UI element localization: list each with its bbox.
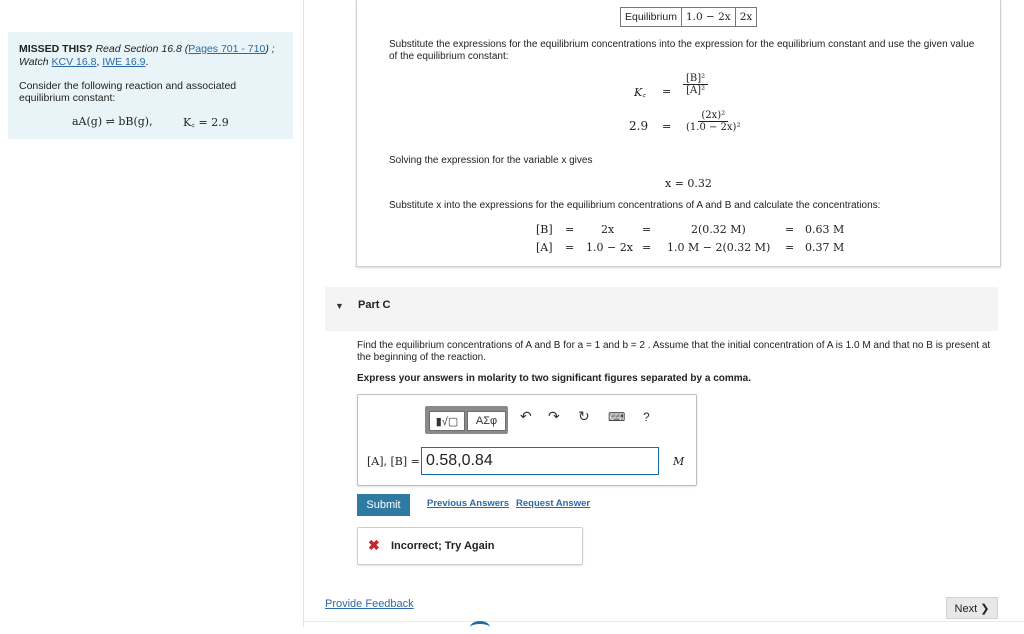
value-expression — [683, 110, 743, 133]
incorrect-x-icon: ✖ — [368, 537, 380, 553]
solving-text: Solving the expression for the variable x gives — [389, 155, 593, 166]
table-row-label: Equilibrium — [621, 8, 682, 27]
answer-label: [A], [B] = — [367, 455, 420, 468]
missed-this-panel — [8, 32, 293, 139]
a-lhs: [A] — [536, 241, 553, 254]
substitute-instruction: Substitute the expressions for the equilibrium concentrations into the expression for the equilibrium constant and use the given value of the equilibrium constant: — [389, 39, 975, 62]
x-result: x = 0.32 — [665, 177, 712, 190]
kc-numerator: [B]² — [683, 73, 708, 85]
watch-text: Watch — [19, 56, 49, 68]
a-expr: 1.0 − 2x — [586, 241, 633, 254]
equals-2: = — [662, 120, 672, 133]
b-expr: 2x — [601, 223, 615, 236]
equals-1: = — [662, 85, 672, 98]
value-denominator: (1.0 − 2x)² — [686, 122, 741, 133]
table-a-cell: 1.0 − 2x — [681, 8, 735, 27]
templates-button[interactable]: ▮√▢ — [429, 411, 465, 431]
a-eq1: = — [565, 241, 575, 254]
read-section-text: Read Section 16.8 ( — [95, 43, 189, 55]
kc-value: K꜀ = 2.9 — [183, 116, 229, 129]
kc-denominator: [A]² — [686, 85, 706, 96]
table-b-cell: 2x — [735, 8, 757, 27]
undo-icon[interactable]: ↶ — [520, 408, 532, 424]
next-button[interactable]: Next ❯ — [946, 597, 998, 619]
answer-input[interactable] — [421, 447, 659, 475]
a-result: 0.37 M — [805, 241, 845, 254]
a-sub: 1.0 M − 2(0.32 M) — [667, 241, 771, 254]
missed-this-text: MISSED THIS? Read Section 16.8 (Pages 701 - 710) ; Watch KCV 16.8, IWE 16.9. — [19, 43, 275, 68]
a-eq2: = — [642, 241, 652, 254]
missed-label: MISSED THIS? — [19, 43, 93, 55]
pages-link[interactable]: Pages 701 - 710 — [188, 43, 266, 55]
request-answer-link[interactable]: Request Answer — [516, 498, 591, 509]
redo-icon[interactable]: ↷ — [548, 408, 560, 424]
symbols-button[interactable]: ΑΣφ — [467, 411, 506, 431]
reset-icon[interactable]: ↻ — [578, 408, 590, 424]
kcv-link[interactable]: KCV 16.8 — [51, 56, 97, 68]
vertical-divider — [303, 0, 304, 627]
iwe-link[interactable]: IWE 16.9 — [102, 56, 146, 68]
feedback-box — [357, 527, 583, 565]
kc-expression — [683, 73, 708, 96]
answer-box — [357, 394, 697, 486]
substitute-x-text: Substitute x into the expressions for the equilibrium concentrations of A and B and calculate the concentrations: — [389, 200, 881, 211]
b-result: 0.63 M — [805, 223, 845, 236]
bottom-divider — [303, 621, 1024, 622]
a-eq3: = — [785, 241, 795, 254]
answer-unit: M — [673, 455, 685, 468]
keyboard-icon[interactable]: ⌨ — [608, 410, 626, 424]
help-button[interactable]: ? — [643, 410, 650, 424]
provide-feedback-link[interactable]: Provide Feedback — [325, 598, 414, 610]
b-eq2: = — [642, 223, 652, 236]
scroll-indicator-icon — [470, 621, 490, 634]
b-lhs: [B] — [536, 223, 553, 236]
part-c-title: Part C — [358, 299, 391, 311]
collapse-caret-icon[interactable]: ▼ — [335, 301, 344, 311]
part-c-header[interactable] — [325, 287, 998, 331]
feedback-text: Incorrect; Try Again — [391, 540, 495, 552]
answer-instruction: Express your answers in molarity to two significant figures separated by a comma. — [357, 373, 752, 384]
b-eq3: = — [785, 223, 795, 236]
value-numerator: (2x)² — [698, 110, 728, 122]
question-text: Find the equilibrium concentrations of A and B for a = 1 and b = 2 . Assume that the initial concentration of A is 1.0 M and that no B is present at the beginning of the reaction. — [357, 340, 991, 363]
previous-answers-link[interactable]: Previous Answers — [427, 498, 510, 509]
read-close-text: ) ; — [265, 43, 275, 55]
submit-button[interactable]: Submit — [357, 494, 410, 516]
consider-text: Consider the following reaction and associated equilibrium constant: — [19, 80, 237, 104]
math-toolbar-group — [425, 406, 508, 434]
b-eq1: = — [565, 223, 575, 236]
b-sub: 2(0.32 M) — [691, 223, 746, 236]
reaction-equation: aA(g) ⇌ bB(g), — [72, 115, 153, 128]
kc-symbol: K꜀ — [634, 86, 647, 99]
ice-table-equilibrium-row — [620, 7, 757, 27]
kc-numeric: 2.9 — [629, 119, 649, 133]
